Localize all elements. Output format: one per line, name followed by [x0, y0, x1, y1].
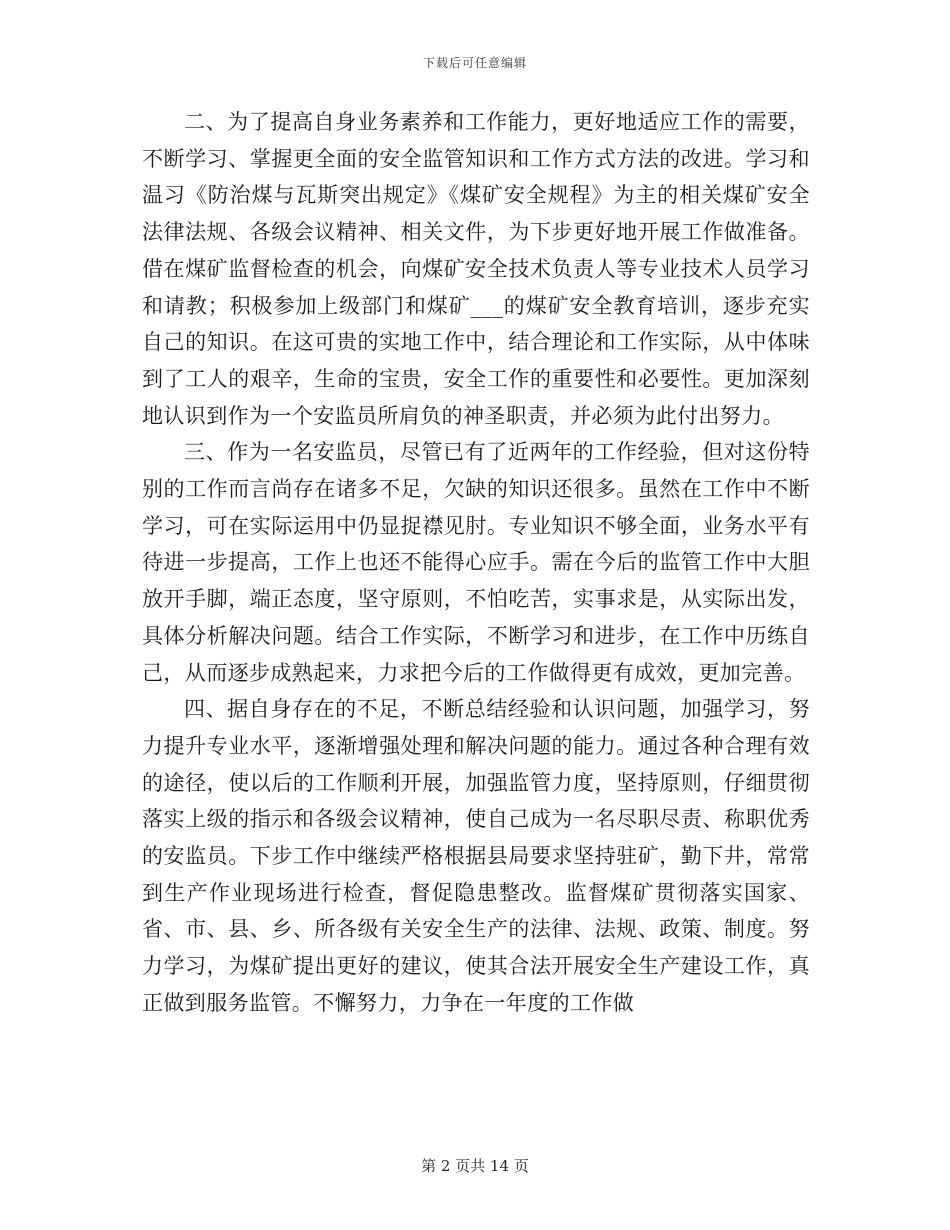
- page-footer: 第 2 页共 14 页: [421, 1157, 529, 1175]
- paragraph-4: 四、据自身存在的不足，不断总结经验和认识问题，加强学习，努力提升专业水平，逐渐增强处理和解决问题的能力。通过各种合理有效的途径，使以后的工作顺利开展，加强监管力度，坚持原则，仔细贯彻落实上级的指示和各级会议精神，使自己成为一名尽职尽责、称职优秀的安监员。下步工作中继续严格根据县局要求坚持驻矿，勤下井，常常到生产作业现场进行检查，督促隐患整改。监督煤矿贯彻落实国家、省、市、县、乡、所各级有关安全生产的法律、法规、政策、制度。努力学习，为煤矿提出更好的建议，使其合法开展安全生产建设工作，真正做到服务监管。不懈努力，力争在一年度的工作做: [142, 697, 810, 1015]
- paragraph-2: 二、为了提高自身业务素养和工作能力，更好地适应工作的需要，不断学习、掌握更全面的安全监管知识和工作方式方法的改进。学习和温习《防治煤与瓦斯突出规定》《煤矿安全规程》为主的相关煤矿安全法律法规、各级会议精神、相关文件，为下步更好地开展工作做准备。借在煤矿监督检查的机会，向煤矿安全技术负责人等专业技术人员学习和请教；积极参加上级部门和煤矿___的煤矿安全教育培训，逐步充实自己的知识。在这可贵的实地工作中，结合理论和工作实际，从中体味到了工人的艰辛，生命的宝贵，安全工作的重要性和必要性。更加深刻地认识到作为一个安监员所肩负的神圣职责，并必须为此付出努力。: [142, 110, 810, 428]
- paragraph-3: 三、作为一名安监员，尽管已有了近两年的工作经验，但对这份特别的工作而言尚存在诸多不足，欠缺的知识还很多。虽然在工作中不断学习，可在实际运用中仍显捉襟见肘。专业知识不够全面，业务水平有待进一步提高，工作上也还不能得心应手。需在今后的监管工作中大胆放开手脚，端正态度，坚守原则，不怕吃苦，实事求是，从实际出发，具体分析解决问题。结合工作实际，不断学习和进步，在工作中历练自己，从而逐步成熟起来，力求把今后的工作做得更有成效，更加完善。: [142, 440, 810, 685]
- page-header: 下载后可任意编辑: [422, 56, 527, 70]
- document-body: [142, 104, 810, 1022]
